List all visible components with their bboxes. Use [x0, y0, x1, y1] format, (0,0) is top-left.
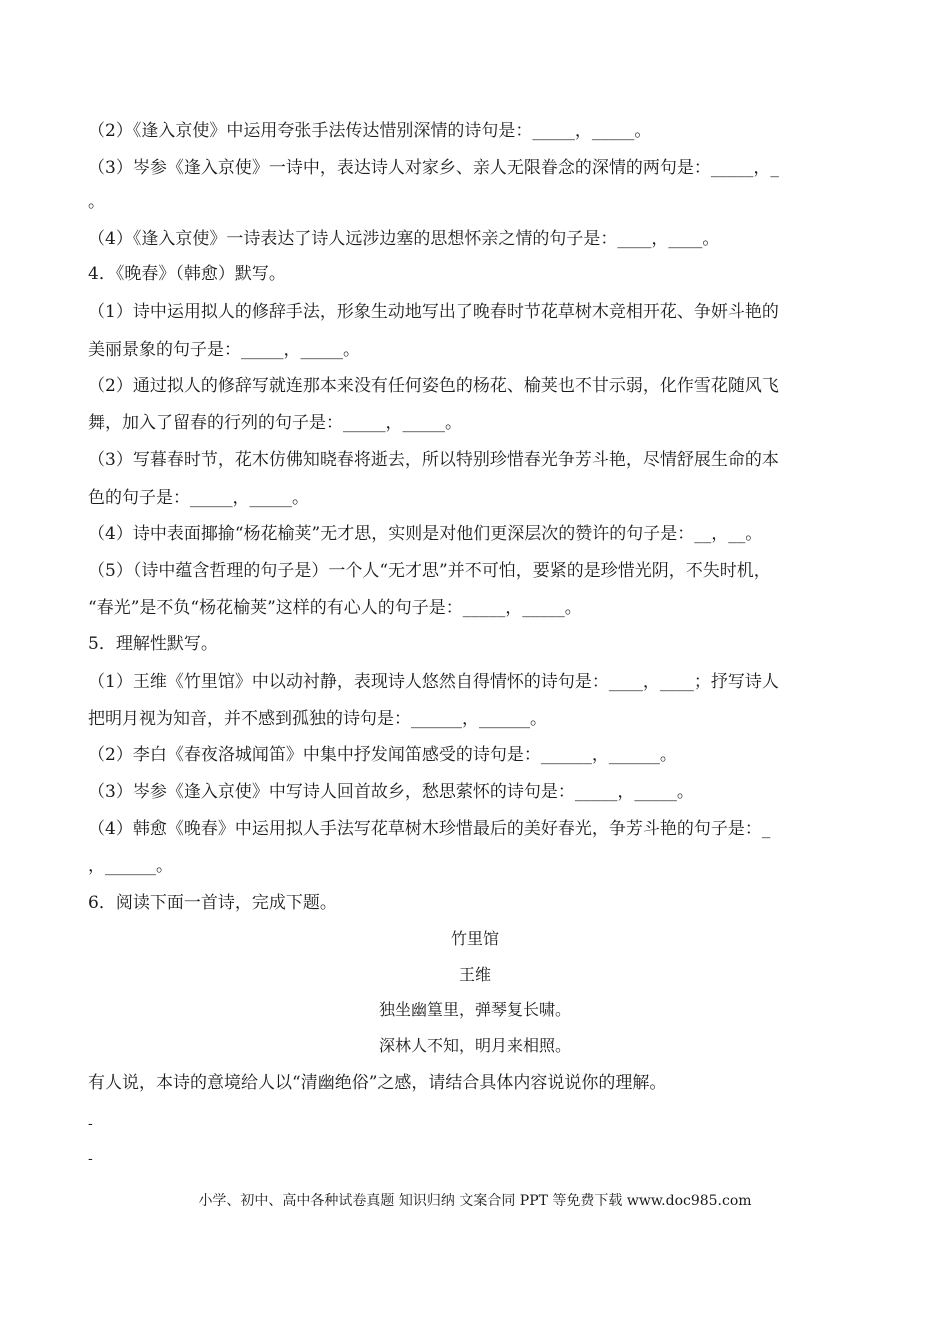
- q4-heading: 4．《晚春》（韩愈）默写。: [88, 264, 286, 284]
- q4-1-line-cont: 美丽景象的句子是：_____，_____。: [88, 340, 360, 360]
- poem-title: 竹里馆: [450, 929, 499, 948]
- q4-5-line-cont: “春光”是不负“杨花榆荚”这样的有心人的句子是：_____，_____。: [88, 598, 582, 618]
- q5-3-line: （3）岑参《逢入京使》中写诗人回首故乡，愁思萦怀的诗句是：_____，_____。: [88, 782, 694, 802]
- q4-4-line: （4）诗中表面揶揄“杨花榆荚”无才思，实则是对他们更深层次的赞许的句子是：__，__。: [88, 524, 763, 544]
- poem-author: 王维: [458, 965, 491, 984]
- q5-1-line: （1）王维《竹里馆》中以动衬静，表现诗人悠然自得情怀的诗句是：____，____；抒写诗人: [88, 672, 779, 692]
- q3-3-line: （3）岑参《逢入京使》一诗中，表达诗人对家乡、亲人无限眷念的深情的两句是：_____，_: [88, 158, 779, 178]
- poem-line-1: 独坐幽篁里，弹琴复长啸。: [378, 1000, 571, 1019]
- q4-5-line: （5）（诗中蕴含哲理的句子是）一个人“无才思”并不可怕，要紧的是珍惜光阴，不失时机，: [88, 561, 771, 581]
- poem-line-2: 深林人不知，明月来相照。: [378, 1036, 571, 1055]
- page-footer: 小学、初中、高中各种试卷真题 知识归纳 文案合同 PPT 等免费下载 www.doc985.com: [198, 1193, 752, 1209]
- q4-3-line: （3）写暮春时节，花木仿佛知晓春将逝去，所以特别珍惜春光争芳斗艳，尽情舒展生命的本: [88, 450, 779, 470]
- q5-1-line-cont: 把明月视为知音，并不感到孤独的诗句是：______，______。: [88, 709, 547, 729]
- answer-mark-2: -: [88, 1151, 93, 1167]
- q5-4-line-cont: ，______。: [88, 856, 173, 876]
- answer-mark-1: -: [88, 1116, 93, 1132]
- q3-3-line-cont: 。: [88, 192, 105, 212]
- q6-question: 有人说，本诗的意境给人以“清幽绝俗”之感，请结合具体内容说说你的理解。: [88, 1073, 667, 1093]
- q4-2-line: （2）通过拟人的修辞写就连那本来没有任何姿色的杨花、榆荚也不甘示弱，化作雪花随风飞: [88, 376, 779, 396]
- q5-heading: 5．理解性默写。: [88, 634, 218, 654]
- q4-1-line: （1）诗中运用拟人的修辞手法，形象生动地写出了晚春时节花草树木竞相开花、争妍斗艳的: [88, 302, 779, 322]
- q6-heading: 6．阅读下面一首诗，完成下题。: [88, 893, 337, 913]
- q3-4-line: （4）《逢入京使》一诗表达了诗人远涉边塞的思想怀亲之情的句子是：____，____。: [88, 229, 720, 249]
- q5-2-line: （2）李白《春夜洛城闻笛》中集中抒发闻笛感受的诗句是：______，______。: [88, 745, 677, 765]
- q4-3-line-cont: 色的句子是：_____，_____。: [88, 488, 309, 508]
- q3-2-line: （2）《逢入京使》中运用夸张手法传达惜别深情的诗句是：_____，_____。: [88, 121, 652, 141]
- q5-4-line: （4）韩愈《晚春》中运用拟人手法写花草树木珍惜最后的美好春光，争芳斗艳的句子是：_: [88, 819, 771, 839]
- q4-2-line-cont: 舞，加入了留春的行列的句子是：_____，_____。: [88, 413, 462, 433]
